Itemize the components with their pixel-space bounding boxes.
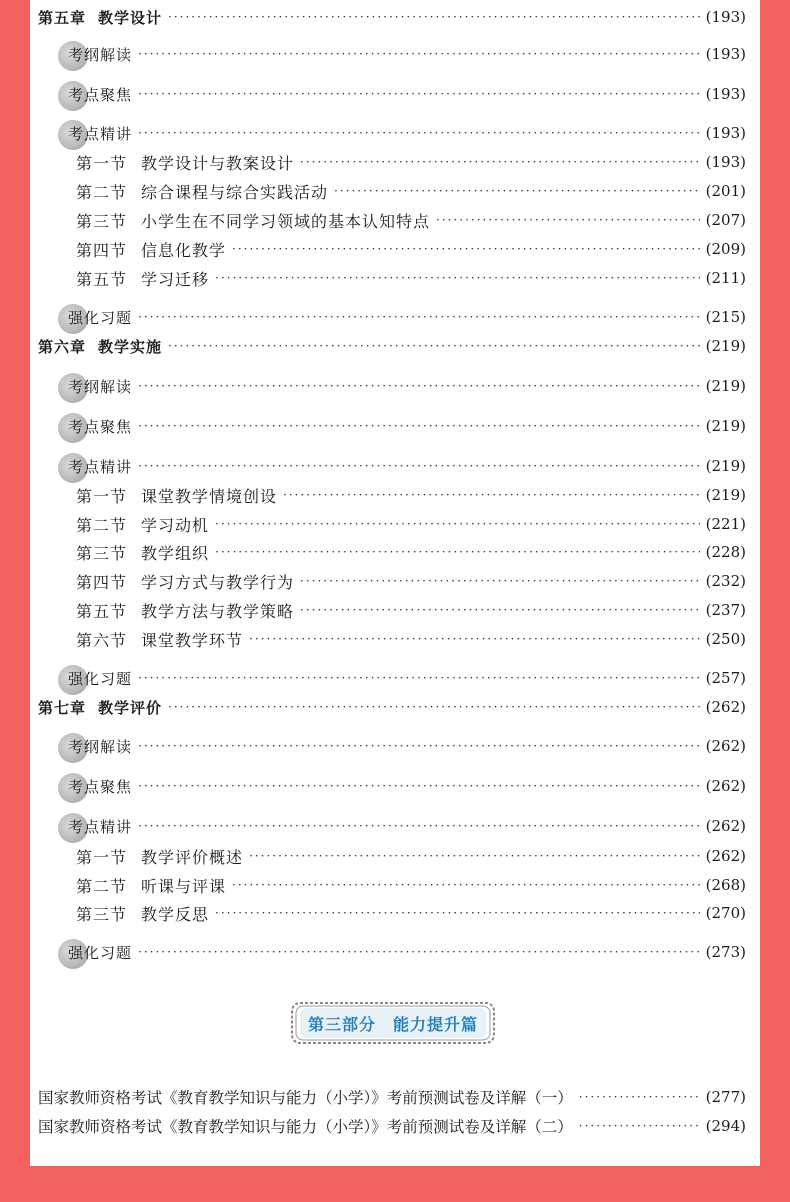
section-number: 第三节 — [76, 904, 128, 924]
leader-dots — [215, 517, 700, 531]
topic-entry[interactable] — [68, 305, 746, 329]
page-number: (193) — [705, 8, 746, 26]
section-title: 教学组织 — [141, 543, 210, 563]
topic-label: 强化习题 — [68, 308, 133, 327]
topic-entry[interactable] — [68, 774, 746, 798]
section-entry[interactable] — [76, 179, 746, 203]
section-title: 教学方法与教学策略 — [141, 601, 295, 621]
topic-label: 考纲解读 — [68, 45, 133, 64]
topic-entry[interactable] — [68, 940, 746, 964]
leader-dots — [215, 906, 700, 920]
section-title: 学习方式与教学行为 — [141, 572, 295, 592]
leader-dots — [334, 184, 700, 198]
page-number: (215) — [705, 308, 746, 326]
section-title: 教学评价概述 — [141, 847, 244, 867]
page-number: (219) — [705, 457, 746, 475]
topic-entry[interactable] — [68, 666, 746, 690]
section-entry[interactable] — [76, 150, 746, 174]
topic-entry[interactable] — [68, 454, 746, 478]
section-entry[interactable] — [76, 266, 746, 290]
page-number: (193) — [705, 153, 746, 171]
section-number: 第三节 — [76, 543, 128, 563]
page-number: (262) — [705, 698, 746, 716]
section-number: 第四节 — [76, 572, 128, 592]
page-number: (250) — [705, 630, 746, 648]
topic-label: 考纲解读 — [68, 377, 133, 396]
leader-dots — [249, 849, 700, 863]
toc-page — [30, 0, 760, 1166]
section-title: 小学生在不同学习领域的基本认知特点 — [141, 211, 431, 231]
page-number: (262) — [705, 737, 746, 755]
page-number: (193) — [705, 124, 746, 142]
page-number: (209) — [705, 240, 746, 258]
section-number: 第二节 — [76, 182, 128, 202]
section-entry[interactable] — [76, 512, 746, 536]
section-number: 第三节 — [76, 211, 128, 231]
topic-entry[interactable] — [68, 121, 746, 145]
page-number: (294) — [705, 1117, 746, 1135]
topic-label: 考点聚焦 — [68, 417, 133, 436]
leader-dots — [436, 213, 700, 227]
section-number: 第四节 — [76, 240, 128, 260]
topic-entry[interactable] — [68, 42, 746, 66]
leader-dots — [215, 545, 700, 559]
leader-dots — [138, 379, 700, 393]
chapter-number: 第七章 — [38, 698, 87, 717]
section-entry[interactable] — [76, 844, 746, 868]
topic-entry[interactable] — [68, 82, 746, 106]
section-number: 第一节 — [76, 847, 128, 867]
leader-dots — [138, 945, 700, 959]
topic-label: 考点聚焦 — [68, 85, 133, 104]
section-number: 第五节 — [76, 269, 128, 289]
leader-dots — [300, 155, 700, 169]
section-number: 第一节 — [76, 153, 128, 173]
topic-label: 考点精讲 — [68, 124, 133, 143]
page-number: (262) — [705, 847, 746, 865]
topic-label: 强化习题 — [68, 943, 133, 962]
chapter-entry[interactable] — [38, 695, 746, 719]
section-title: 课堂教学环节 — [141, 630, 244, 650]
exam-title: 国家教师资格考试《教育教学知识与能力（小学）》考前预测试卷及详解（二） — [38, 1118, 573, 1136]
section-entry[interactable] — [76, 873, 746, 897]
leader-dots — [579, 1090, 700, 1104]
table-of-contents — [30, 0, 760, 1166]
chapter-title: 教学评价 — [98, 698, 163, 717]
page-number: (219) — [705, 486, 746, 504]
page-number: (277) — [705, 1088, 746, 1106]
leader-dots — [138, 779, 700, 793]
chapter-number: 第六章 — [38, 337, 87, 356]
leader-dots — [168, 10, 700, 24]
page-number: (201) — [705, 182, 746, 200]
page-number: (270) — [705, 904, 746, 922]
leader-dots — [579, 1119, 700, 1133]
page-number: (228) — [705, 543, 746, 561]
page-number: (221) — [705, 515, 746, 533]
leader-dots — [168, 339, 700, 353]
page-number: (237) — [705, 601, 746, 619]
chapter-number: 第五章 — [38, 8, 87, 27]
leader-dots — [138, 126, 700, 140]
section-entry[interactable] — [76, 208, 746, 232]
page-number: (211) — [705, 269, 746, 287]
section-entry[interactable] — [76, 237, 746, 261]
section-entry[interactable] — [76, 598, 746, 622]
part-banner — [288, 1000, 498, 1046]
leader-dots — [215, 271, 700, 285]
chapter-title: 教学实施 — [98, 337, 163, 356]
leader-dots — [138, 310, 700, 324]
leader-dots — [300, 574, 700, 588]
leader-dots — [283, 488, 700, 502]
page-number: (262) — [705, 777, 746, 795]
section-entry[interactable] — [76, 627, 746, 651]
exam-entry[interactable] — [38, 1114, 746, 1138]
section-number: 第六节 — [76, 630, 128, 650]
chapter-entry[interactable] — [38, 334, 746, 358]
section-number: 第二节 — [76, 515, 128, 535]
page-number: (219) — [705, 417, 746, 435]
topic-label: 考点精讲 — [68, 457, 133, 476]
topic-label: 考纲解读 — [68, 737, 133, 756]
topic-label: 考点聚焦 — [68, 777, 133, 796]
leader-dots — [249, 632, 700, 646]
chapter-title: 教学设计 — [98, 8, 163, 27]
section-number: 第二节 — [76, 876, 128, 896]
leader-dots — [138, 671, 700, 685]
section-title: 学习迁移 — [141, 269, 210, 289]
leader-dots — [232, 242, 700, 256]
part-banner-title: 第三部分 能力提升篇 — [300, 1008, 486, 1038]
leader-dots — [138, 419, 700, 433]
leader-dots — [300, 603, 700, 617]
leader-dots — [138, 459, 700, 473]
topic-label: 强化习题 — [68, 669, 133, 688]
page-number: (219) — [705, 337, 746, 355]
page-number: (219) — [705, 377, 746, 395]
topic-entry[interactable] — [68, 414, 746, 438]
page-number: (257) — [705, 669, 746, 687]
section-entry[interactable] — [76, 569, 746, 593]
topic-entry[interactable] — [68, 734, 746, 758]
page-number: (232) — [705, 572, 746, 590]
section-title: 课堂教学情境创设 — [141, 486, 278, 506]
section-title: 综合课程与综合实践活动 — [141, 182, 329, 202]
page-number: (268) — [705, 876, 746, 894]
section-number: 第五节 — [76, 601, 128, 621]
section-entry[interactable] — [76, 901, 746, 925]
topic-entry[interactable] — [68, 814, 746, 838]
page-number: (262) — [705, 817, 746, 835]
leader-dots — [138, 819, 700, 833]
page-number: (273) — [705, 943, 746, 961]
leader-dots — [168, 700, 700, 714]
section-title: 教学反思 — [141, 904, 210, 924]
topic-label: 考点精讲 — [68, 817, 133, 836]
leader-dots — [138, 739, 700, 753]
chapter-entry[interactable] — [38, 5, 746, 29]
section-title: 学习动机 — [141, 515, 210, 535]
exam-entry[interactable] — [38, 1085, 746, 1109]
leader-dots — [138, 47, 700, 61]
page-number: (193) — [705, 45, 746, 63]
section-title: 听课与评课 — [141, 876, 227, 896]
leader-dots — [232, 878, 700, 892]
leader-dots — [138, 87, 700, 101]
topic-entry[interactable] — [68, 374, 746, 398]
exam-title: 国家教师资格考试《教育教学知识与能力（小学）》考前预测试卷及详解（一） — [38, 1089, 573, 1107]
section-entry[interactable] — [76, 483, 746, 507]
page-number: (207) — [705, 211, 746, 229]
section-entry[interactable] — [76, 540, 746, 564]
section-title: 教学设计与教案设计 — [141, 153, 295, 173]
page-number: (193) — [705, 85, 746, 103]
section-number: 第一节 — [76, 486, 128, 506]
section-title: 信息化教学 — [141, 240, 227, 260]
